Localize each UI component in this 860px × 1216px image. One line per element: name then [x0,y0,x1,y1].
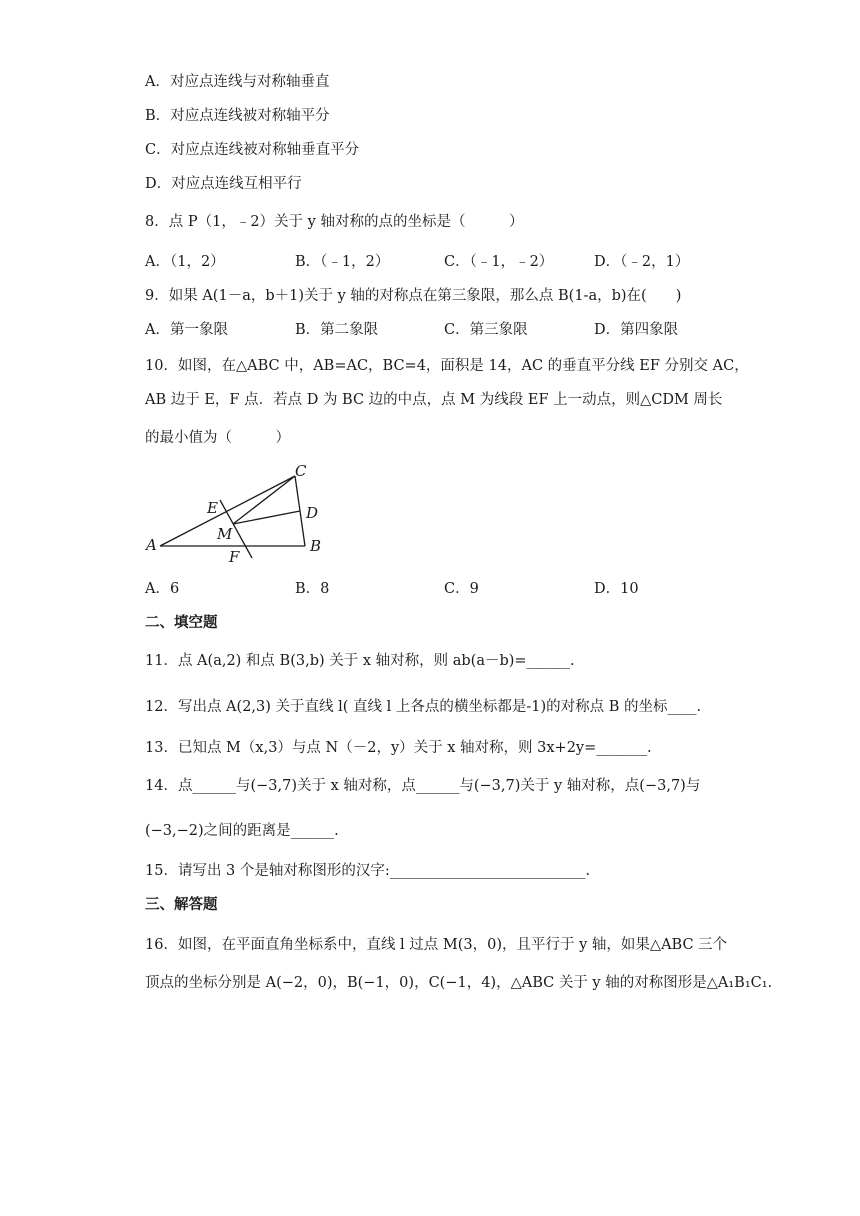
label-b: B [310,537,322,555]
q7-option-c: C．对应点连线被对称轴垂直平分 [145,142,360,158]
label-e: E [207,499,218,517]
q13: 13．已知点 M（x,3）与点 N（－2，y）关于 x 轴对称，则 3x+2y=_______. [145,740,652,756]
q8-option-a: A．（1，2） [145,254,225,270]
label-a: A [146,536,157,554]
q10-option-c: C．9 [444,581,479,597]
q14-line-1: 14．点______与(−3,7)关于 x 轴对称，点______与(−3,7)关于 y 轴对称，点(−3,7)与 [145,778,701,794]
q12: 12．写出点 A(2,3) 关于直线 l( 直线 l 上各点的横坐标都是-1)的对称点 B 的坐标____. [145,699,702,715]
label-f: F [229,548,240,566]
q9-option-d: D．第四象限 [594,322,679,338]
q14-line-2: (−3,−2)之间的距离是______. [145,823,339,839]
section-fill-in-heading: 二、填空题 [145,615,218,631]
q10-option-a: A．6 [145,581,180,597]
label-m: M [217,525,233,543]
q7-option-a: A．对应点连线与对称轴垂直 [145,74,330,90]
segment-mc [233,476,295,524]
q8-option-d: D．（﹣2，1） [594,254,690,270]
q10-stem-line-3: 的最小值为（ ） [145,430,290,446]
triangle-diagram [140,462,340,570]
q15: 15．请写出 3 个是轴对称图形的汉字:___________________________. [145,863,591,879]
segment-md [233,511,300,524]
q16-line-2: 顶点的坐标分别是 A(−2，0)，B(−1，0)，C(−1，4)，△ABC 关于 y 轴的对称图形是△A₁B₁C₁. [145,975,773,991]
q9-option-b: B．第二象限 [295,322,379,338]
label-d: D [306,504,319,522]
q8-option-c: C．（﹣1，﹣2） [444,254,554,270]
q11: 11．点 A(a,2) 和点 B(3,b) 关于 x 轴对称，则 ab(a－b)=______. [145,653,575,669]
q8-option-b: B．（﹣1，2） [295,254,390,270]
q10-option-d: D．10 [594,581,639,597]
q10-stem-line-1: 10．如图，在△ABC 中，AB=AC，BC=4，面积是 14，AC 的垂直平分线 EF 分别交 AC， [145,358,749,374]
q7-option-d: D．对应点连线互相平行 [145,176,302,192]
q9-option-c: C．第三象限 [444,322,528,338]
section-answer-heading: 三、解答题 [145,897,218,913]
q7-option-b: B．对应点连线被对称轴平分 [145,108,330,124]
q10-stem-line-2: AB 边于 E，F 点．若点 D 为 BC 边的中点，点 M 为线段 EF 上一动点，则△CDM 周长 [145,392,723,408]
triangle-figure [140,462,340,570]
q16-line-1: 16．如图，在平面直角坐标系中，直线 l 过点 M(3，0)，且平行于 y 轴，如果△ABC 三个 [145,937,728,953]
q8-stem: 8．点 P（1，﹣2）关于 y 轴对称的点的坐标是（ ） [145,214,524,230]
label-c: C [295,462,307,480]
q9-option-a: A．第一象限 [145,322,228,338]
q10-option-b: B．8 [295,581,330,597]
q9-stem: 9．如果 A(1－a，b＋1)关于 y 轴的对称点在第三象限，那么点 B(1-a，b)在( ) [145,288,682,304]
